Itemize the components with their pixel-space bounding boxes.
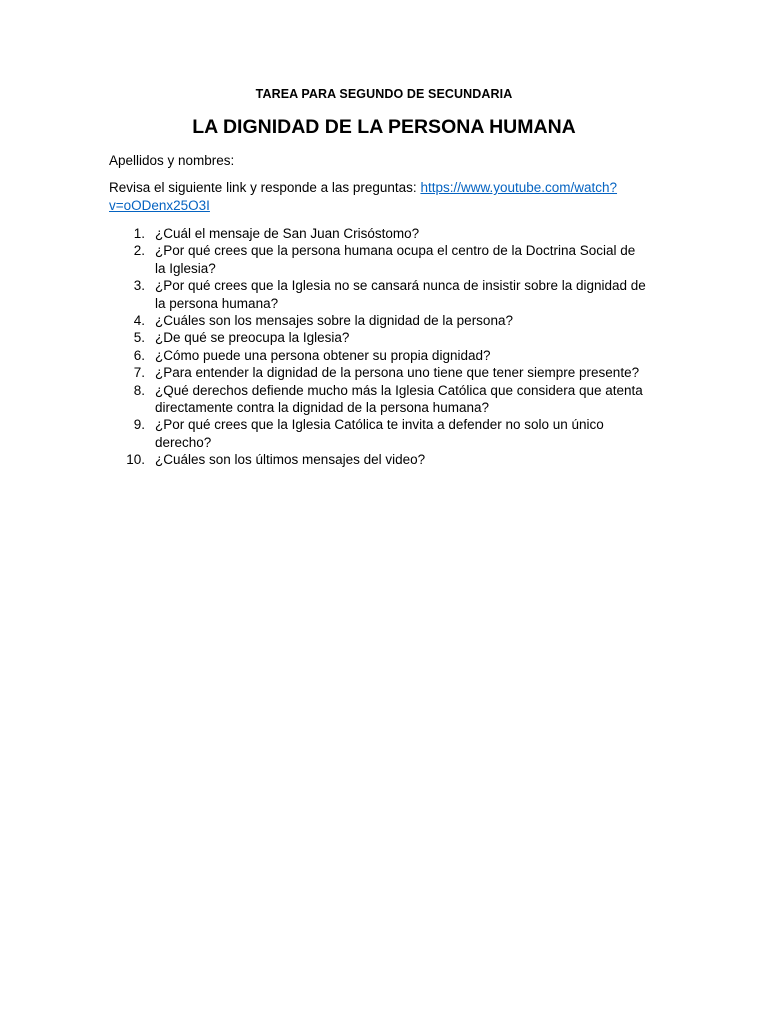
question-text: ¿Cómo puede una persona obtener su propia dignidad? <box>155 347 491 363</box>
question-text: ¿Cuáles son los últimos mensajes del video? <box>155 452 426 468</box>
question-number: 3. <box>133 278 145 294</box>
question-text: ¿Qué derechos defiende mucho más la Iglesia Católica que considera que atenta directamente contra la dignidad de la persona humana? <box>155 382 643 416</box>
question-item <box>109 382 649 417</box>
question-number: 1. <box>133 226 145 241</box>
youtube-link[interactable]: https://www.youtube.com/watch?v=oODenx25O3I <box>109 180 618 213</box>
question-item <box>109 312 649 329</box>
question-text: ¿Por qué crees que la persona humana ocupa el centro de la Doctrina Social de la Iglesia? <box>155 243 636 276</box>
question-text: ¿Por qué crees que la Iglesia no se cansará nunca de insistir sobre la dignidad de la persona humana? <box>155 278 646 311</box>
question-number: 6. <box>133 347 145 363</box>
names-label: Apellidos y nombres: <box>109 153 235 168</box>
question-number: 8. <box>133 382 145 398</box>
question-text: ¿Por qué crees que la Iglesia Católica te invita a defender no solo un único derecho? <box>155 417 604 450</box>
question-number: 7. <box>133 365 145 381</box>
question-item <box>109 225 649 242</box>
instructions-paragraph <box>109 179 629 215</box>
question-item <box>109 416 649 451</box>
question-item <box>109 329 649 346</box>
instructions-text: Revisa el siguiente link y responde a las preguntas: <box>109 180 421 195</box>
question-number: 9. <box>133 417 145 433</box>
question-item <box>109 347 649 364</box>
question-number: 5. <box>133 330 145 346</box>
question-item <box>109 242 649 277</box>
question-item <box>109 364 649 381</box>
question-text: ¿Para entender la dignidad de la persona uno tiene que tener siempre presente? <box>155 365 640 381</box>
question-item <box>109 451 649 468</box>
questions-list <box>109 225 649 469</box>
question-number: 2. <box>133 243 145 259</box>
question-text: ¿Cuáles son los mensajes sobre la dignidad de la persona? <box>155 313 513 329</box>
document-title: LA DIGNIDAD DE LA PERSONA HUMANA <box>192 116 576 138</box>
question-number: 10. <box>126 452 145 468</box>
document-subtitle: TAREA PARA SEGUNDO DE SECUNDARIA <box>255 87 513 101</box>
question-text: ¿Cuál el mensaje de San Juan Crisóstomo? <box>155 226 420 241</box>
question-text: ¿De qué se preocupa la Iglesia? <box>155 330 350 346</box>
question-item <box>109 277 649 312</box>
question-number: 4. <box>133 313 145 329</box>
